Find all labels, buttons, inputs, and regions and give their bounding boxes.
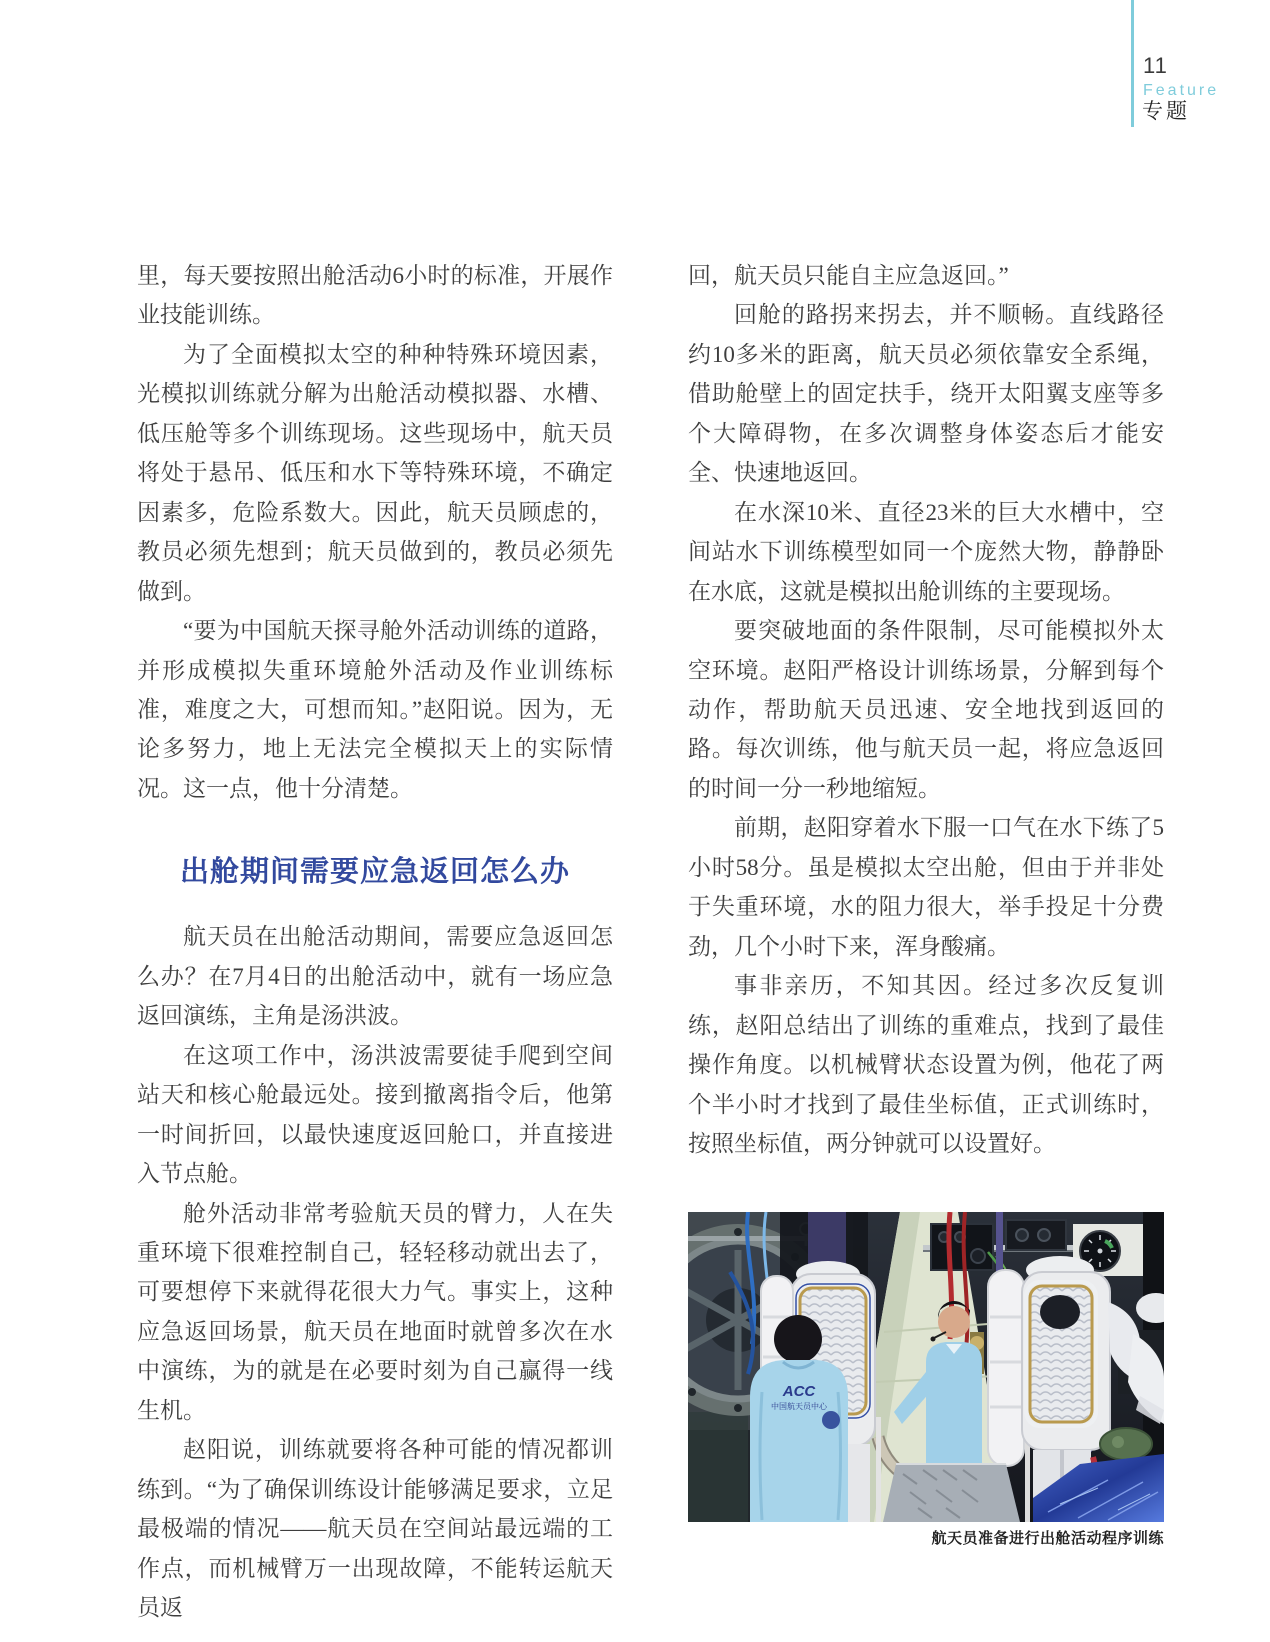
body-paragraph: 在水深10米、直径23米的巨大水槽中，空间站水下训练模型如同一个庞然大物，静静卧在水底，这就是模拟出舱训练的主要现场。 — [688, 499, 1164, 604]
right-column — [688, 256, 1164, 1163]
stand-pole — [876, 1417, 881, 1522]
body-paragraph: 里，每天要按照出舱活动6小时的标准，开展作业技能训练。 — [137, 263, 613, 328]
section-label-en: Feature — [1143, 82, 1220, 99]
body-paragraph: 要突破地面的条件限制，尽可能模拟外太空环境。赵阳严格设计训练场景，分解到每个动作，帮助航天员迅速、安全地找到返回的路。每次训练，他与航天员一起，将应急返回的时间一分一秒地缩短。 — [688, 618, 1164, 801]
section-label-zh: 专题 — [1142, 100, 1190, 123]
training-photo — [688, 1212, 1164, 1522]
body-paragraph: 为了全面模拟太空的种种特殊环境因素，光模拟训练就分解为出舱活动模拟器、水槽、低压舱等多个训练现场。这些现场中，航天员将处于悬吊、低压和水下等特殊环境，不确定因素多，危险系数大。因此，航天员顾虑的，教员必须先想到；航天员做到的，教员必须先做到。 — [137, 341, 613, 604]
left-column-bottom-paragraphs — [137, 917, 613, 1627]
coat-logo-text: ACC — [782, 1383, 816, 1400]
coat-logo-subtext: 中国航天员中心 — [771, 1402, 827, 1411]
body-paragraph: 前期，赵阳穿着水下服一口气在水下练了5小时58分。虽是模拟太空出舱，但由于并非处于失重环境，水的阻力很大，举手投足十分费劲，几个小时下来，浑身酸痛。 — [688, 815, 1164, 959]
left-column-top-paragraphs — [137, 256, 613, 808]
body-paragraph: 回，航天员只能自主应急返回。” — [688, 263, 1009, 288]
section-accent-line — [1131, 0, 1134, 127]
body-paragraph: 回舱的路拐来拐去，并不顺畅。直线路径约10多米的距离，航天员必须依靠安全系绳，借助舱壁上的固定扶手，绕开太阳翼支座等多个大障碍物，在多次调整身体姿态后才能安全、快速地返回。 — [688, 302, 1164, 486]
body-paragraph: 赵阳说，训练就要将各种可能的情况都训练到。“为了确保训练设计能够满足要求，立足最极端的情况——航天员在空间站最远端的工作点，而机械臂万一出现故障，不能转运航天员返 — [137, 1437, 613, 1621]
ground-equipment — [1100, 1428, 1152, 1460]
body-paragraph: 事非亲历，不知其因。经过多次反复训练，赵阳总结出了训练的重难点，找到了最佳操作角度。以机械臂状态设置为例，他花了两个半小时才找到了最佳坐标值，正式训练时，按照坐标值，两分钟就可以设置好。 — [688, 973, 1164, 1156]
article-subheading: 出舱期间需要应急返回怎么办 — [179, 856, 570, 889]
diamond-plate-ramp — [883, 1464, 1020, 1522]
left-column — [137, 256, 613, 1628]
body-paragraph: “要为中国航天探寻舱外活动训练的道路，并形成模拟失重环境舱外活动及作业训练标准，难度之大，可想而知。”赵阳说。因为，无论多努力，地上无法完全模拟天上的实际情况。这一点，他十分清楚。 — [137, 618, 613, 801]
body-paragraph: 舱外活动非常考验航天员的臂力，人在失重环境下很难控制自己，轻轻移动就出去了，可要想停下来就得花很大力气。事实上，这种应急返回场景，航天员在地面时就曾多次在水中演练，为的就是在必要时刻为自己赢得一线生机。 — [137, 1200, 613, 1423]
body-paragraph: 航天员在出舱活动期间，需要应急返回怎么办？在7月4日的出舱活动中，就有一场应急返回演练，主角是汤洪波。 — [137, 924, 613, 1029]
body-paragraph: 在这项工作中，汤洪波需要徒手爬到空间站天和核心舱最远处。接到撤离指令后，他第一时间折回，以最快速度返回舱口，并直接进入节点舱。 — [137, 1042, 613, 1187]
article-photo-figure — [688, 1212, 1164, 1549]
page-number: 11 — [1143, 53, 1168, 78]
right-column-paragraphs — [688, 256, 1164, 1163]
photo-caption: 航天员准备进行出舱活动程序训练 — [931, 1530, 1164, 1547]
